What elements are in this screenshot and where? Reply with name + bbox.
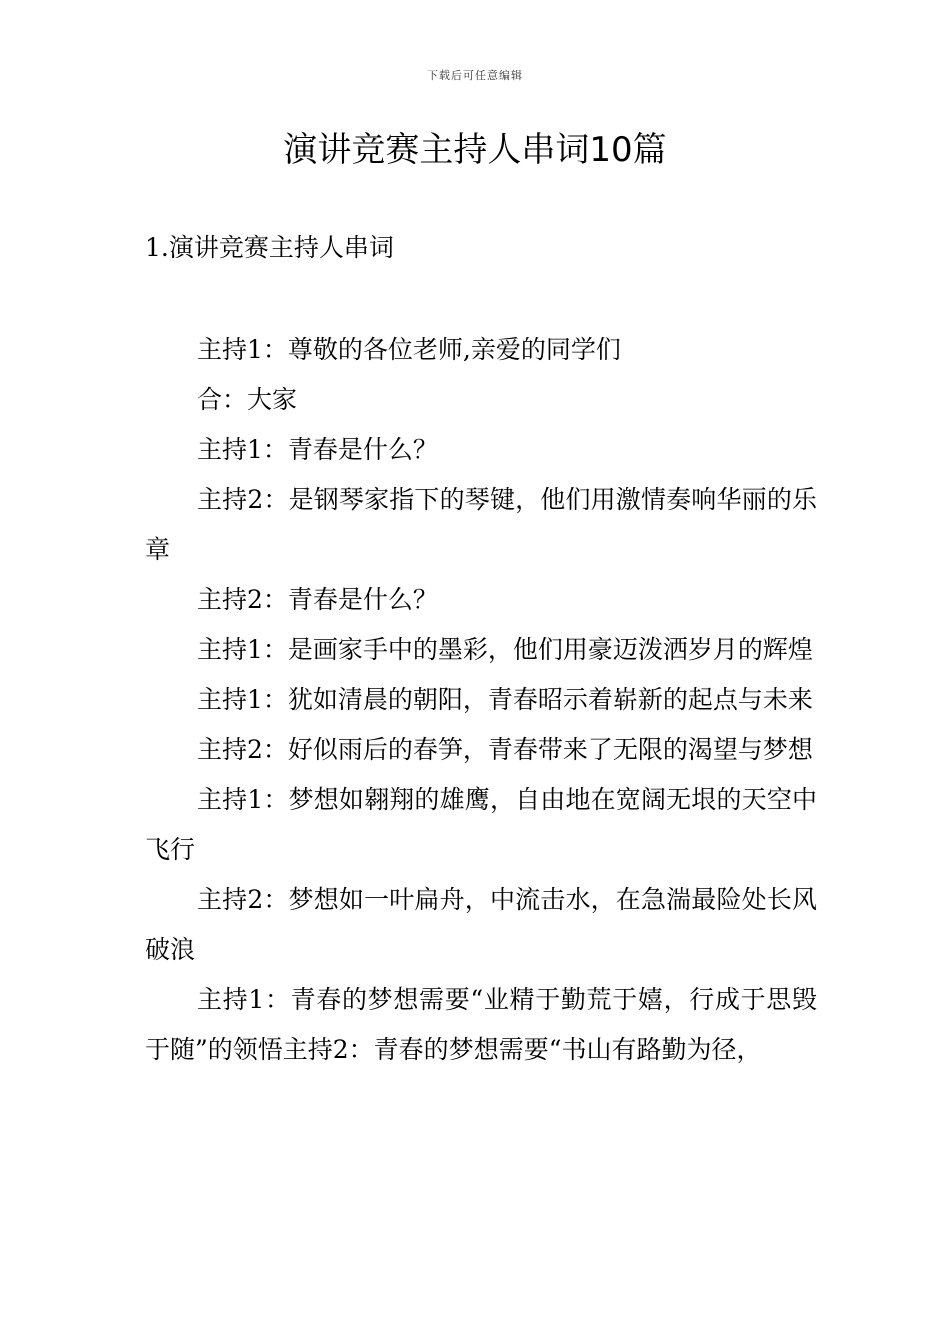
paragraph: 主持1：尊敬的各位老师,亲爱的同学们 [197,335,621,364]
paragraph: 主持1：梦想如翱翔的雄鹰，自由地在宽阔无垠的天空中飞行 [145,785,817,864]
header-note: 下载后可任意编辑 [427,69,523,82]
paragraph: 主持2：梦想如一叶扁舟，中流击水，在急湍最险处长风破浪 [145,885,817,964]
document-body [145,325,817,1075]
document-title: 演讲竞赛主持人串词10篇 [283,130,667,170]
paragraph: 主持1：青春的梦想需要“业精于勤荒于嬉，行成于思毁于随”的领悟主持2：青春的梦想需要“书山有路勤为径， [145,985,817,1064]
paragraph: 主持2：好似雨后的春笋，青春带来了无限的渴望与梦想 [197,735,813,764]
paragraph: 主持1：是画家手中的墨彩，他们用豪迈泼洒岁月的辉煌 [197,635,813,664]
paragraph: 主持1：犹如清晨的朝阳，青春昭示着崭新的起点与未来 [197,685,813,714]
paragraph: 合：大家 [197,385,298,414]
paragraph: 主持1：青春是什么？ [197,435,438,464]
paragraph: 主持2：青春是什么？ [197,585,438,614]
section-heading: 1.演讲竞赛主持人串词 [145,233,394,262]
paragraph: 主持2：是钢琴家指下的琴键，他们用激情奏响华丽的乐章 [145,485,817,564]
